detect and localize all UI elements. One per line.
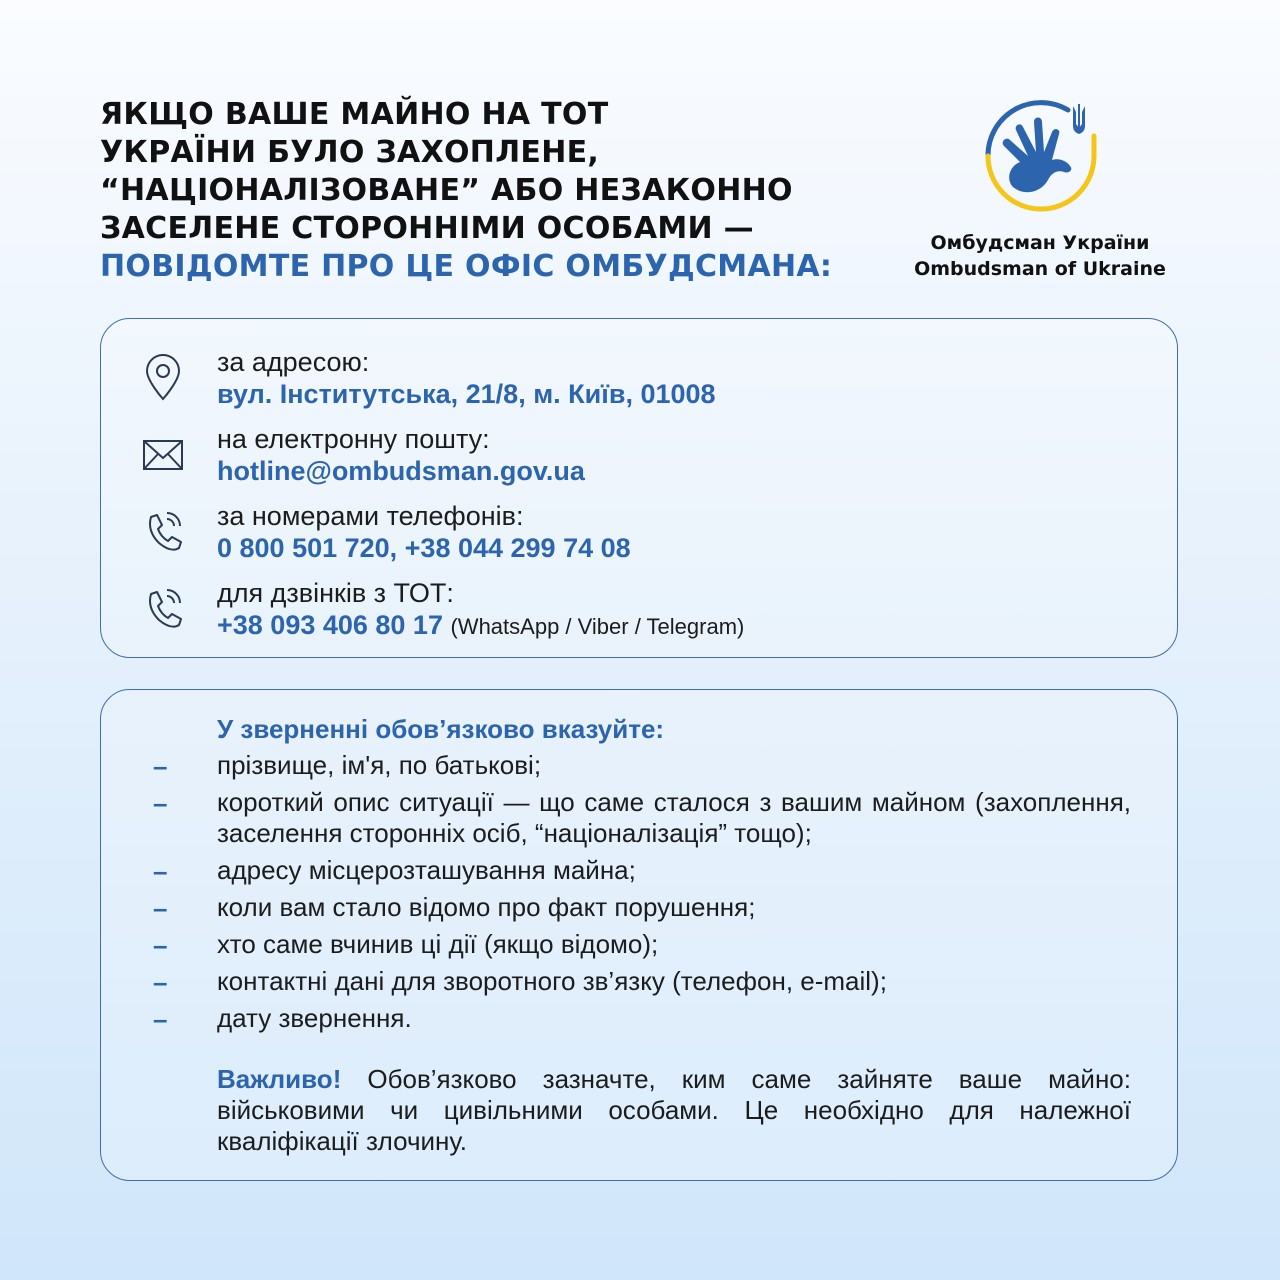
contact-tot-messengers: (WhatsApp / Viber / Telegram) [450, 614, 745, 639]
contact-address-value: вул. Інститутська, 21/8, м. Київ, 01008 [217, 379, 716, 409]
contact-phones-label: за номерами телефонів: [217, 501, 524, 531]
contact-address [101, 343, 1177, 409]
dash-bullet: – [153, 788, 168, 818]
contacts-card [100, 318, 1178, 658]
list-item [101, 929, 1177, 960]
contact-tot-label: для дзвінків з ТОТ: [217, 578, 454, 608]
list-item-text: дату звернення. [217, 1003, 412, 1033]
logo-name-ukrainian: Омбудсман України [930, 232, 1150, 254]
dash-bullet: – [153, 893, 168, 923]
dash-bullet: – [153, 930, 168, 960]
contact-tot-number[interactable]: +38 093 406 80 17 [217, 610, 443, 640]
dash-bullet: – [153, 1004, 168, 1034]
requirements-list [101, 750, 1177, 1034]
headline-line: УКРАЇНИ БУЛО ЗАХОПЛЕНЕ, [100, 135, 600, 170]
list-item-text: контактні дані для зворотного зв’язку (телефон, e-mail); [217, 966, 887, 996]
contact-tot-calls [101, 574, 1177, 640]
list-item [101, 855, 1177, 886]
dash-bullet: – [153, 967, 168, 997]
contact-email-label: на електронну пошту: [217, 424, 490, 454]
hand-emblem-icon [982, 100, 1098, 212]
list-item [101, 1003, 1177, 1034]
contact-email [101, 420, 1177, 486]
dash-bullet: – [153, 751, 168, 781]
headline-line: ЯКЩО ВАШЕ МАЙНО НА ТОТ [100, 97, 609, 132]
contact-email-value[interactable]: hotline@ombudsman.gov.ua [217, 456, 585, 486]
headline-line: “НАЦІОНАЛІЗОВАНЕ” АБО НЕЗАКОННО [100, 173, 793, 208]
list-item [101, 966, 1177, 997]
dash-bullet: – [153, 856, 168, 886]
list-item-text: коли вам стало відомо про факт порушення; [217, 892, 756, 922]
requirements-card [100, 689, 1178, 1181]
list-item-text: хто саме вчинив ці дії (якщо відомо); [217, 929, 659, 959]
logo-name-english: Ombudsman of Ukraine [914, 258, 1166, 280]
location-pin-icon [141, 353, 185, 401]
contact-address-label: за адресою: [217, 347, 370, 377]
contact-tot-value [217, 610, 744, 641]
ombudsman-logo [890, 100, 1190, 290]
list-item [101, 892, 1177, 923]
list-item [101, 750, 1177, 781]
list-item-text: короткий опис ситуації — що саме сталося з вашим майном (захоплення, заселення сторонніх осіб, “націоналізація” тощо); [217, 787, 1131, 848]
requirements-title: У зверненні обов’язково вказуйте: [217, 714, 665, 744]
envelope-icon [141, 430, 185, 478]
list-item [101, 787, 1177, 849]
contact-phones [101, 497, 1177, 563]
headline-accent-line: ПОВІДОМТЕ ПРО ЦЕ ОФІС ОМБУДСМАНА: [100, 249, 833, 284]
contact-phones-value[interactable]: 0 800 501 720, +38 044 299 74 08 [217, 533, 631, 563]
phone-icon [141, 507, 185, 555]
headline-line: ЗАСЕЛЕНЕ СТОРОННІМИ ОСОБАМИ — [100, 211, 754, 246]
important-label: Важливо! [217, 1064, 342, 1094]
list-item-text: адресу місцерозташування майна; [217, 855, 636, 885]
important-note [217, 1064, 1131, 1157]
important-text: Обов’язково зазначте, ким саме зайняте ваше майно: військовими чи цивільними особами. Це необхідно для належної кваліфікації злочину. [217, 1064, 1131, 1156]
list-item-text: прізвище, ім'я, по батькові; [217, 750, 542, 780]
phone-icon [141, 584, 185, 632]
headline [100, 96, 860, 286]
